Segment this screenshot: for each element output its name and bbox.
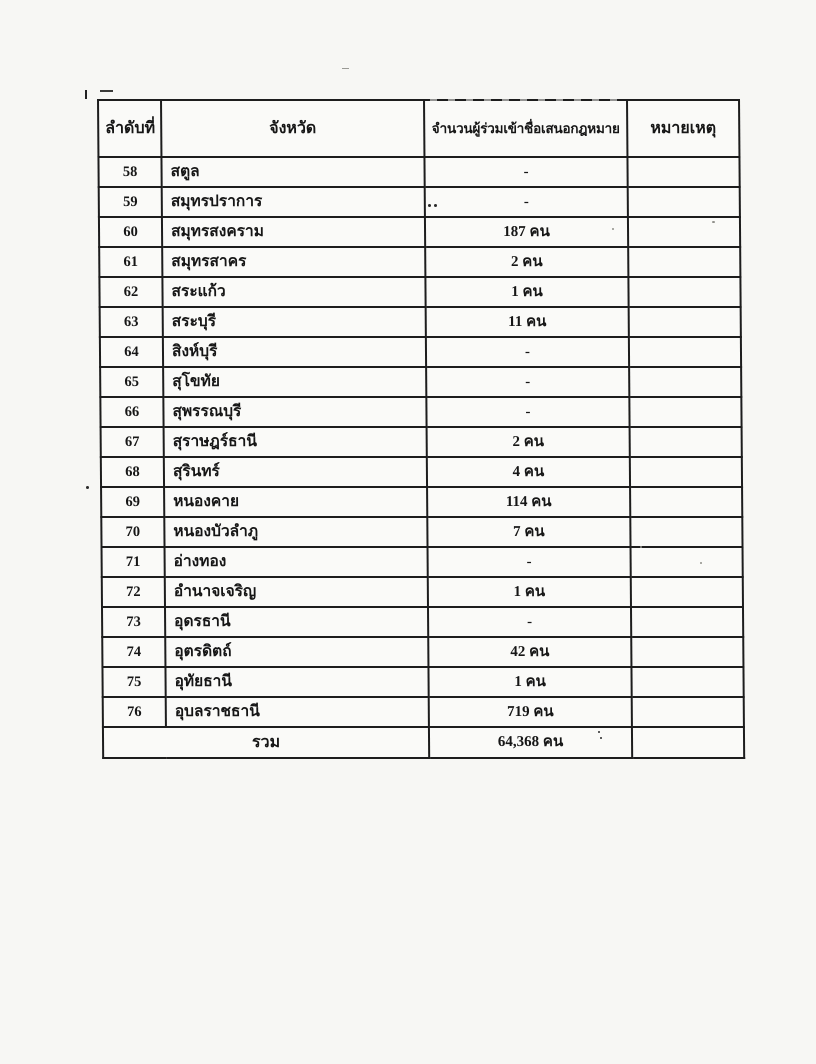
cell-province: อุทัยธานี <box>165 667 428 697</box>
cell-remark <box>629 307 741 337</box>
cell-province: สมุทรปราการ <box>162 187 425 217</box>
header-count: จำนวนผู้ร่วมเข้าชื่อเสนอกฎหมาย <box>424 100 627 157</box>
scan-speck <box>598 731 600 733</box>
cell-no: 62 <box>99 277 162 307</box>
table-row <box>99 187 740 217</box>
cell-remark <box>631 547 743 577</box>
cell-no: 63 <box>100 307 163 337</box>
cell-count: 2 คน <box>427 427 630 457</box>
header-row <box>98 100 739 157</box>
cell-no: 71 <box>102 547 165 577</box>
table-row <box>98 157 739 187</box>
cell-count: 2 คน <box>425 247 628 277</box>
cell-province: อุดรธานี <box>165 607 428 637</box>
cell-province: หนองคาย <box>164 487 427 517</box>
total-remark <box>632 727 744 758</box>
cell-no: 75 <box>102 667 165 697</box>
cell-count: 42 คน <box>428 637 631 667</box>
cell-remark <box>629 397 741 427</box>
cell-province: สุโขทัย <box>163 367 426 397</box>
cell-remark <box>630 517 742 547</box>
cell-count: 1 คน <box>428 577 631 607</box>
cell-no: 69 <box>101 487 164 517</box>
cell-province: หนองบัวลำภู <box>164 517 427 547</box>
total-label: รวม <box>103 727 429 758</box>
cell-remark <box>630 427 742 457</box>
cell-count: - <box>428 547 631 577</box>
scan-artifact-dash <box>342 68 349 69</box>
cell-province: อุตรดิตถ์ <box>165 637 428 667</box>
total-count: 64,368 คน <box>429 727 632 758</box>
cell-no: 70 <box>101 517 164 547</box>
cell-remark <box>628 187 740 217</box>
header-index: ลำดับที่ <box>98 100 161 157</box>
table-header <box>98 100 739 157</box>
cell-remark <box>628 247 740 277</box>
cell-count: 4 คน <box>427 457 630 487</box>
scan-speck <box>600 737 602 739</box>
cell-no: 66 <box>100 397 163 427</box>
table-row <box>101 517 742 547</box>
table-body <box>98 157 743 727</box>
scan-speck <box>434 204 437 207</box>
table-row <box>103 697 744 727</box>
cell-count: 1 คน <box>428 667 631 697</box>
scan-speck <box>86 486 89 489</box>
table-row <box>100 397 741 427</box>
cell-no: 73 <box>102 607 165 637</box>
cell-province: สมุทรสงคราม <box>162 217 425 247</box>
cell-province: อำนาจเจริญ <box>165 577 428 607</box>
cell-province: สระแก้ว <box>162 277 425 307</box>
table-row <box>101 487 742 517</box>
cell-remark <box>628 217 740 247</box>
cell-province: สุรินทร์ <box>164 457 427 487</box>
header-province: จังหวัด <box>161 100 424 157</box>
cell-count: 187 คน <box>425 217 628 247</box>
table-row <box>101 457 742 487</box>
cell-remark <box>632 697 744 727</box>
cell-remark <box>627 157 739 187</box>
scan-speck <box>640 546 642 548</box>
cell-no: 65 <box>100 367 163 397</box>
total-row <box>103 727 744 758</box>
cell-no: 59 <box>99 187 162 217</box>
table-row <box>102 577 743 607</box>
table-row <box>100 367 741 397</box>
cell-province: สตูล <box>161 157 424 187</box>
table-row <box>101 427 742 457</box>
cell-count: 11 คน <box>426 307 629 337</box>
cell-count: 114 คน <box>427 487 630 517</box>
cell-count: - <box>426 367 629 397</box>
table-row <box>100 307 741 337</box>
cell-count: - <box>426 397 629 427</box>
table-row <box>102 667 743 697</box>
table-footer <box>103 727 744 758</box>
table-row <box>99 217 740 247</box>
cell-no: 68 <box>101 457 164 487</box>
table-row <box>100 337 741 367</box>
cell-remark <box>631 577 743 607</box>
scan-artifact-dash <box>100 90 113 92</box>
cell-count: 7 คน <box>427 517 630 547</box>
cell-count: 719 คน <box>429 697 632 727</box>
cell-count: - <box>428 607 631 637</box>
cell-province: สมุทรสาคร <box>162 247 425 277</box>
cell-no: 64 <box>100 337 163 367</box>
cell-no: 67 <box>101 427 164 457</box>
table-row <box>102 637 743 667</box>
scan-speck <box>712 221 715 223</box>
table-row <box>102 547 743 577</box>
cell-no: 60 <box>99 217 162 247</box>
table-row <box>99 247 740 277</box>
cell-no: 61 <box>99 247 162 277</box>
cell-remark <box>628 277 740 307</box>
cell-remark <box>629 367 741 397</box>
header-remark: หมายเหตุ <box>627 100 739 157</box>
cell-province: สระบุรี <box>163 307 426 337</box>
cell-remark <box>631 607 743 637</box>
cell-remark <box>630 457 742 487</box>
scan-speck <box>428 204 431 207</box>
cell-province: สุราษฎร์ธานี <box>164 427 427 457</box>
cell-no: 74 <box>102 637 165 667</box>
signature-count-table <box>97 99 745 759</box>
cell-remark <box>631 667 743 697</box>
cell-count: - <box>424 157 627 187</box>
table-row <box>99 277 740 307</box>
table-row <box>102 607 743 637</box>
cell-remark <box>629 337 741 367</box>
cell-count: 1 คน <box>425 277 628 307</box>
cell-province: อ่างทอง <box>165 547 428 577</box>
scan-speck <box>612 228 614 230</box>
cell-count: - <box>425 187 628 217</box>
cell-province: สุพรรณบุรี <box>163 397 426 427</box>
cell-no: 76 <box>103 697 166 727</box>
scan-speck <box>700 562 702 564</box>
cell-province: อุบลราชธานี <box>166 697 429 727</box>
cell-no: 58 <box>98 157 161 187</box>
cell-remark <box>630 487 742 517</box>
cell-count: - <box>426 337 629 367</box>
cell-province: สิงห์บุรี <box>163 337 426 367</box>
cell-remark <box>631 637 743 667</box>
scan-artifact-tick <box>85 90 87 99</box>
cell-no: 72 <box>102 577 165 607</box>
